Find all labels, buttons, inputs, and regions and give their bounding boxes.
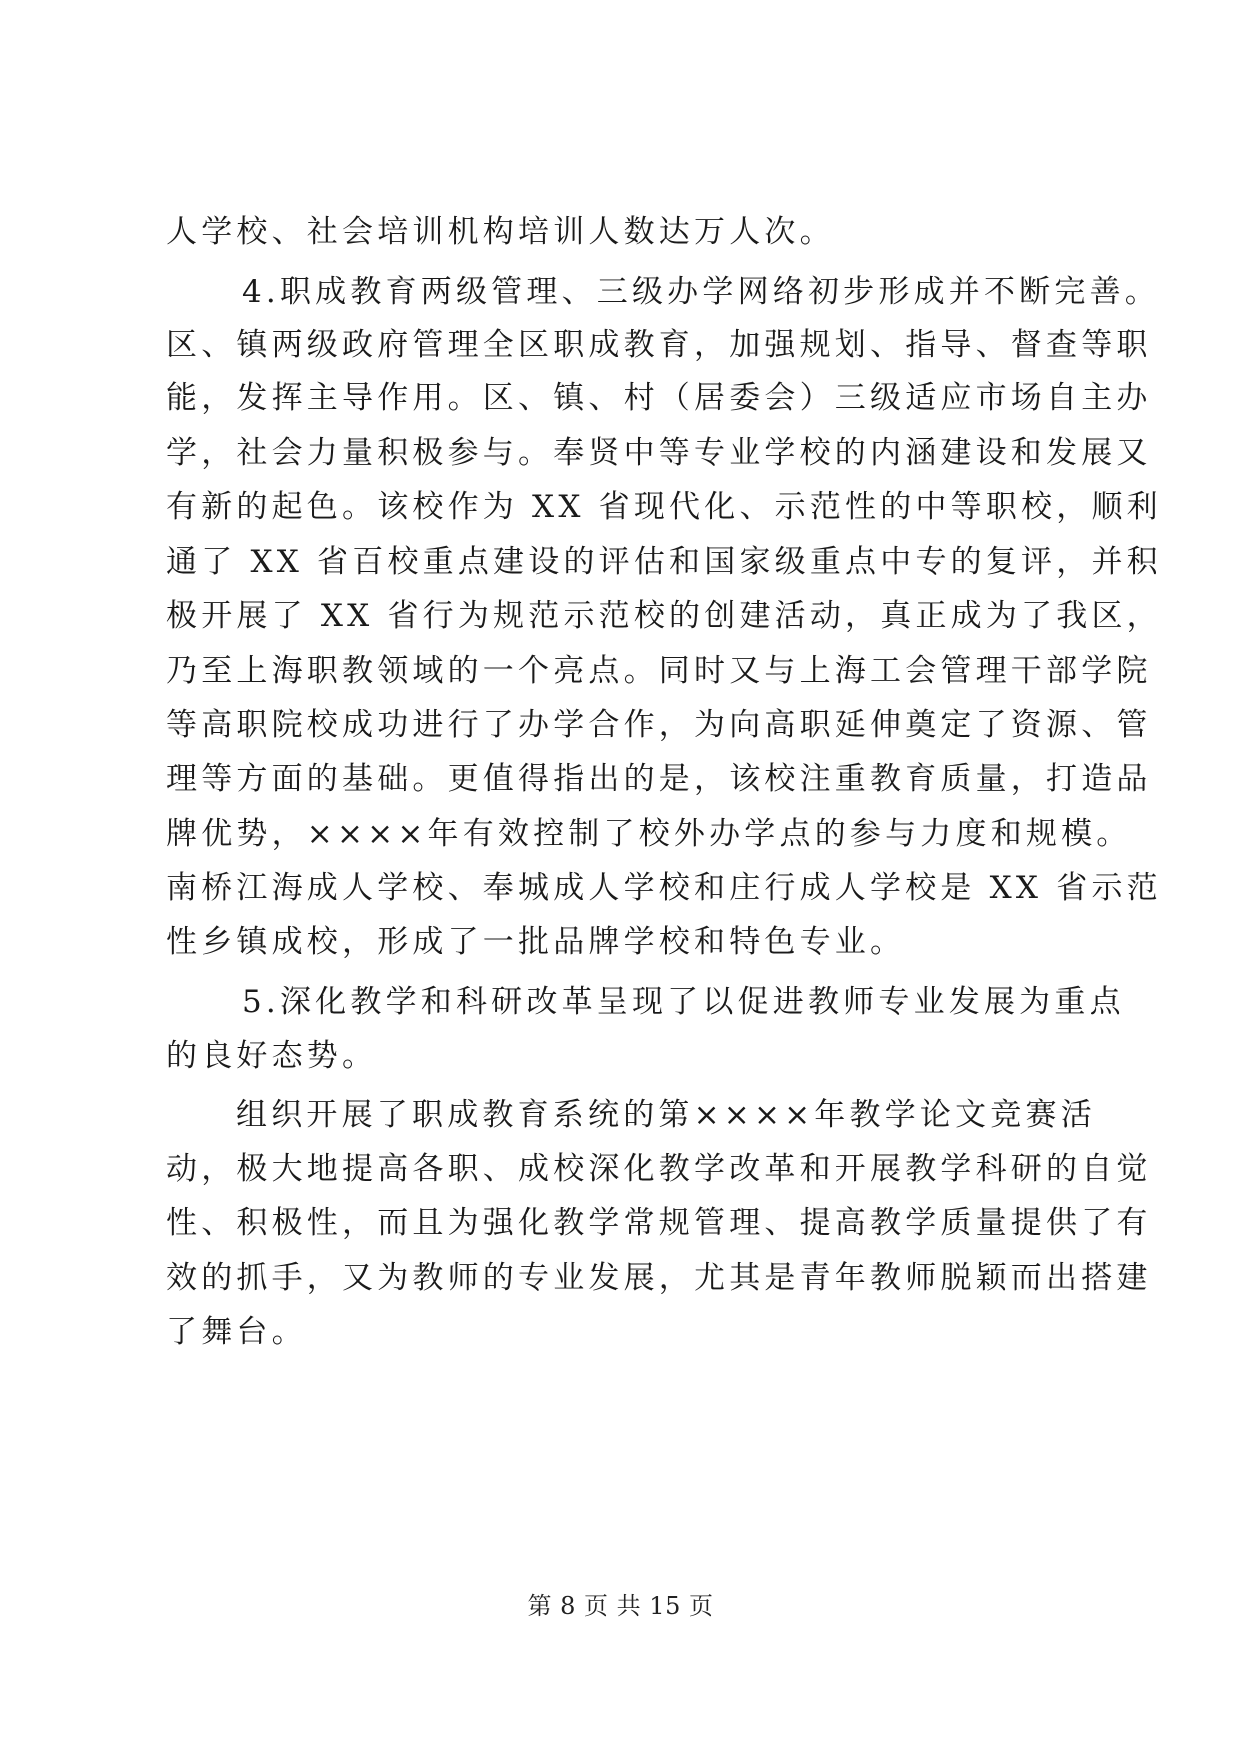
text-line: 能，发挥主导作用。区、镇、村（居委会）三级适应市场自主办 xyxy=(166,380,1152,416)
text-line: 等高职院校成功进行了办学合作，为向高职延伸奠定了资源、管 xyxy=(166,707,1152,743)
text-line: 南桥江海成人学校、奉城成人学校和庄行成人学校是 XX 省示范 xyxy=(166,870,1162,906)
page-number: 第 8 页 共 15 页 xyxy=(527,1592,714,1620)
text-line: 区、镇两级政府管理全区职成教育，加强规划、指导、督查等职 xyxy=(166,327,1152,363)
text-line: 有新的起色。该校作为 XX 省现代化、示范性的中等职校，顺利 xyxy=(166,489,1162,525)
text-line: 乃至上海职教领域的一个亮点。同时又与上海工会管理干部学院 xyxy=(166,653,1152,689)
text-line: 牌优势，××××年有效控制了校外办学点的参与力度和规模。 xyxy=(166,816,1132,852)
text-line: 效的抓手，又为教师的专业发展，尤其是青年教师脱颖而出搭建 xyxy=(166,1260,1152,1296)
text-line: 动，极大地提高各职、成校深化教学改革和开展教学科研的自觉 xyxy=(166,1151,1152,1187)
text-line: 了舞台。 xyxy=(166,1314,307,1350)
text-line: 学，社会力量积极参与。奉贤中等专业学校的内涵建设和发展又 xyxy=(166,435,1152,471)
text-line: 人学校、社会培训机构培训人数达万人次。 xyxy=(166,214,835,250)
text-line: 极开展了 XX 省行为规范示范校的创建活动，真正成为了我区， xyxy=(166,598,1162,634)
text-line: 通了 XX 省百校重点建设的评估和国家级重点中专的复评，并积 xyxy=(166,544,1162,580)
text-line: 性乡镇成校，形成了一批品牌学校和特色专业。 xyxy=(166,924,906,960)
text-line: 5.深化教学和科研改革呈现了以促进教师专业发展为重点 xyxy=(242,984,1125,1020)
text-line: 的良好态势。 xyxy=(166,1038,378,1074)
text-line: 性、积极性，而且为强化教学常规管理、提高教学质量提供了有 xyxy=(166,1205,1152,1241)
text-line: 4.职成教育两级管理、三级办学网络初步形成并不断完善。 xyxy=(242,274,1160,310)
text-line: 理等方面的基础。更值得指出的是，该校注重教育质量，打造品 xyxy=(166,761,1152,797)
text-line: 组织开展了职成教育系统的第××××年教学论文竞赛活 xyxy=(236,1097,1096,1133)
